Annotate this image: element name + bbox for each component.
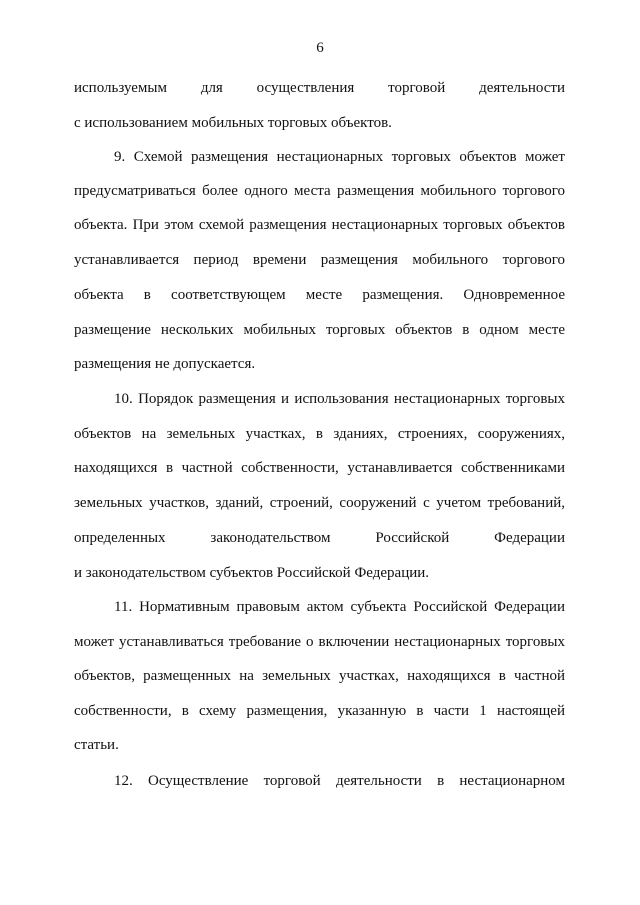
paragraph-start-line: 10. Порядок размещения и использования нестационарных торговых	[114, 391, 565, 407]
paragraph-start-line: 12. Осуществление торговой деятельности в нестационарном	[114, 773, 565, 789]
text-line: используемым для осуществления торговой деятельности	[74, 80, 565, 96]
text-line: объектов на земельных участках, в зданиях, строениях, сооружениях,	[74, 426, 565, 442]
text-line: собственности, в схему размещения, указанную в части 1 настоящей	[74, 703, 565, 719]
text-line: земельных участков, зданий, строений, сооружений с учетом требований,	[74, 495, 565, 511]
text-line: определенных законодательством Российской Федерации	[74, 530, 565, 546]
text-line: объекта. При этом схемой размещения нестационарных торговых объектов	[74, 217, 565, 233]
page-number: 6	[316, 40, 324, 56]
paragraph-start-line: 11. Нормативным правовым актом субъекта Российской Федерации	[114, 599, 565, 615]
text-line: находящихся в частной собственности, устанавливается собственниками	[74, 460, 565, 476]
text-line: статьи.	[74, 737, 119, 753]
text-line: размещения не допускается.	[74, 356, 256, 372]
text-line: устанавливается период времени размещения мобильного торгового	[74, 252, 565, 268]
text-line: с использованием мобильных торговых объектов.	[74, 115, 392, 131]
text-line: предусматриваться более одного места размещения мобильного торгового	[74, 183, 565, 199]
paragraph-start-line: 9. Схемой размещения нестационарных торговых объектов может	[114, 149, 565, 165]
text-line: размещение нескольких мобильных торговых объектов в одном месте	[74, 322, 565, 338]
text-line: объектов, размещенных на земельных участках, находящихся в частной	[74, 668, 565, 684]
text-line: и законодательством субъектов Российской Федерации.	[74, 565, 430, 581]
text-line: может устанавливаться требование о включении нестационарных торговых	[74, 634, 565, 650]
text-line: объекта в соответствующем месте размещения. Одновременное	[74, 287, 565, 303]
